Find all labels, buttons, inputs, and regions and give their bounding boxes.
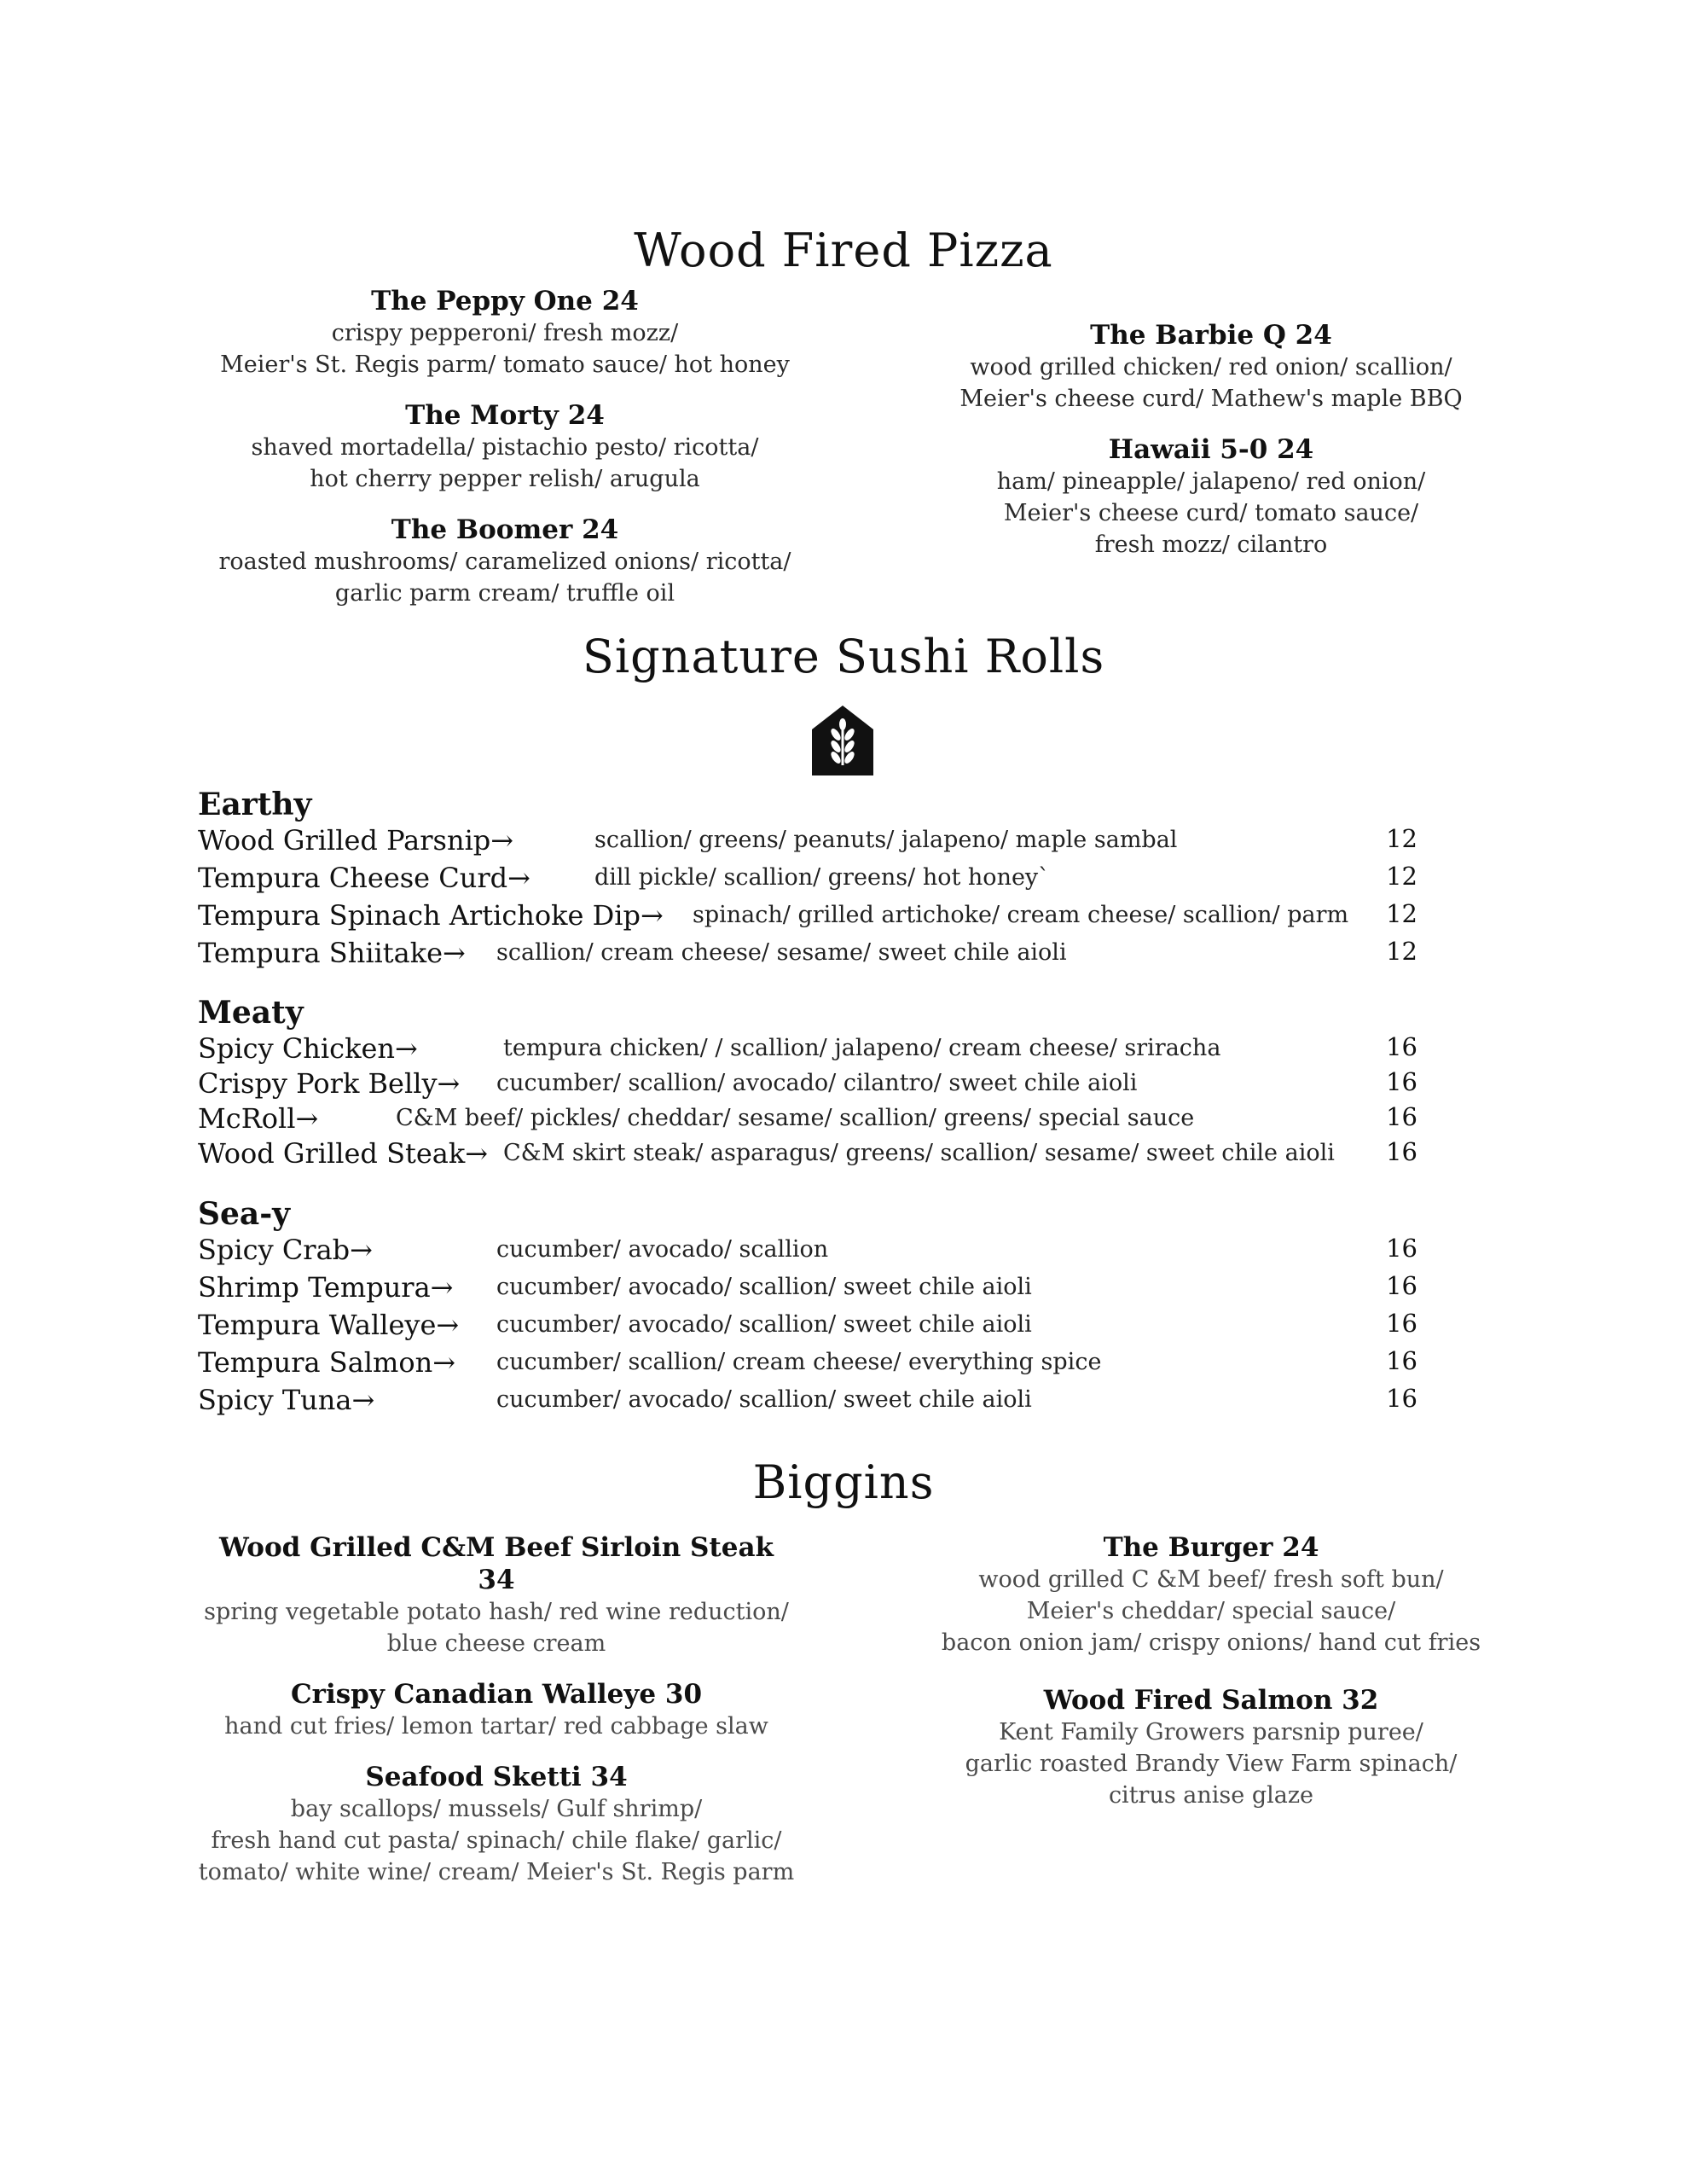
roll-name: Tempura Salmon→ (198, 1346, 456, 1379)
biggins-left-column (198, 1531, 795, 1888)
menu-item (198, 1678, 795, 1742)
roll-ingredients: cucumber/ scallion/ cream cheese/ everything spice (496, 1349, 1102, 1375)
item-desc: Kent Family Growers parsnip puree/ (999, 1719, 1423, 1745)
roll-price: 16 (1386, 1102, 1417, 1131)
item-desc: bacon onion jam/ crispy onions/ hand cut fries (941, 1629, 1481, 1656)
category-sea-y: Sea-y (198, 1196, 291, 1232)
roll-ingredients: cucumber/ avocado/ scallion (496, 1236, 829, 1263)
roll-price: 16 (1386, 1234, 1417, 1263)
pizza-left-column (198, 285, 812, 609)
item-desc: fresh mozz/ cilantro (1094, 531, 1328, 558)
menu-item (904, 319, 1518, 415)
roll-row (198, 1271, 1417, 1309)
item-desc: hand cut fries/ lemon tartar/ red cabbage slaw (224, 1713, 768, 1740)
roll-name: Wood Grilled Parsnip→ (198, 824, 514, 857)
roll-ingredients: C&M beef/ pickles/ cheddar/ sesame/ scallion/ greens/ special sauce (396, 1105, 1195, 1131)
roll-row (198, 1067, 1417, 1105)
roll-ingredients: scallion/ greens/ peanuts/ jalapeno/ maple sambal (594, 827, 1178, 853)
roll-ingredients: tempura chicken/ / scallion/ jalapeno/ cream cheese/ sriracha (503, 1035, 1221, 1061)
roll-price: 12 (1386, 937, 1417, 966)
item-desc: citrus anise glaze (1108, 1782, 1314, 1809)
roll-ingredients: cucumber/ avocado/ scallion/ sweet chile aioli (496, 1274, 1032, 1300)
roll-name: Spicy Chicken→ (198, 1032, 418, 1065)
biggins-section-title: Biggins (752, 1455, 935, 1509)
menu-item (198, 285, 812, 380)
menu-item (198, 514, 812, 609)
roll-price: 16 (1386, 1137, 1417, 1166)
roll-price: 16 (1386, 1067, 1417, 1096)
item-name: Hawaii 5-0 24 (1108, 434, 1314, 465)
roll-price: 16 (1386, 1309, 1417, 1338)
roll-price: 12 (1386, 862, 1417, 891)
roll-ingredients: cucumber/ avocado/ scallion/ sweet chile aioli (496, 1311, 1032, 1338)
roll-ingredients: C&M skirt steak/ asparagus/ greens/ scallion/ sesame/ sweet chile aioli (503, 1140, 1335, 1166)
item-desc: tomato/ white wine/ cream/ Meier's St. Regis parm (198, 1859, 795, 1885)
roll-price: 12 (1386, 824, 1417, 853)
item-name: The Peppy One 24 (371, 286, 639, 317)
menu-item (198, 1761, 795, 1888)
pizza-section-title: Wood Fired Pizza (634, 224, 1053, 277)
item-desc: spring vegetable potato hash/ red wine reduction/ (204, 1599, 789, 1625)
item-name: The Burger 24 (1103, 1532, 1319, 1563)
roll-row (198, 1137, 1417, 1175)
roll-name: Tempura Spinach Artichoke Dip→ (198, 899, 664, 932)
sushi-section-title: Signature Sushi Rolls (582, 630, 1105, 683)
item-name: Crispy Canadian Walleye 30 (290, 1679, 703, 1710)
roll-price: 16 (1386, 1271, 1417, 1300)
item-desc: bay scallops/ mussels/ Gulf shrimp/ (290, 1796, 703, 1822)
item-name: The Morty 24 (405, 400, 605, 431)
roll-name: Spicy Crab→ (198, 1234, 373, 1266)
item-desc: garlic roasted Brandy View Farm spinach/ (965, 1751, 1458, 1777)
roll-name: Shrimp Tempura→ (198, 1271, 454, 1304)
menu-item (198, 399, 812, 495)
category-earthy: Earthy (198, 787, 312, 822)
roll-row (198, 1309, 1417, 1346)
roll-ingredients: cucumber/ scallion/ avocado/ cilantro/ sweet chile aioli (496, 1070, 1138, 1096)
roll-row (198, 937, 1417, 974)
roll-name: Crispy Pork Belly→ (198, 1067, 461, 1100)
menu-item (198, 1531, 795, 1659)
roll-row (198, 1384, 1417, 1421)
roll-price: 16 (1386, 1384, 1417, 1413)
item-desc: ham/ pineapple/ jalapeno/ red onion/ (996, 468, 1426, 495)
roll-name: Spicy Tuna→ (198, 1384, 375, 1416)
item-name: The Boomer 24 (391, 514, 619, 545)
item-desc: roasted mushrooms/ caramelized onions/ ricotta/ (218, 549, 791, 575)
item-desc: crispy pepperoni/ fresh mozz/ (331, 320, 679, 346)
item-desc: Meier's St. Regis parm/ tomato sauce/ hot honey (220, 351, 790, 378)
item-name: Wood Fired Salmon 32 (1043, 1685, 1379, 1716)
item-desc: Meier's cheese curd/ Mathew's maple BBQ (959, 386, 1463, 412)
roll-price: 12 (1386, 899, 1417, 928)
category-meaty: Meaty (198, 995, 304, 1031)
item-name: The Barbie Q 24 (1090, 320, 1332, 351)
roll-ingredients: spinach/ grilled artichoke/ cream cheese/ scallion/ parm (693, 902, 1349, 928)
roll-row (198, 1102, 1417, 1140)
roll-ingredients: dill pickle/ scallion/ greens/ hot honey` (594, 864, 1050, 891)
roll-price: 16 (1386, 1346, 1417, 1375)
pizza-right-column (904, 319, 1518, 561)
roll-name: Wood Grilled Steak→ (198, 1137, 489, 1170)
roll-ingredients: scallion/ cream cheese/ sesame/ sweet chile aioli (496, 939, 1067, 966)
menu-item (904, 1531, 1518, 1658)
menu-item (904, 1684, 1518, 1811)
menu-item (904, 433, 1518, 561)
roll-name: McRoll→ (198, 1102, 319, 1135)
roll-row (198, 862, 1417, 899)
roll-name: Tempura Shiitake→ (198, 937, 466, 969)
item-name: Seafood Sketti 34 (365, 1762, 628, 1792)
item-desc: wood grilled chicken/ red onion/ scallion/ (970, 354, 1452, 380)
item-desc: blue cheese cream (386, 1630, 606, 1657)
item-name: Wood Grilled C&M Beef Sirloin Steak 34 (218, 1532, 774, 1595)
item-desc: wood grilled C &M beef/ fresh soft bun/ (978, 1566, 1444, 1593)
roll-ingredients: cucumber/ avocado/ scallion/ sweet chile aioli (496, 1386, 1032, 1413)
roll-name: Tempura Cheese Curd→ (198, 862, 530, 894)
item-desc: Meier's cheese curd/ tomato sauce/ (1003, 500, 1419, 526)
roll-row (198, 1032, 1417, 1070)
roll-row (198, 899, 1417, 937)
roll-row (198, 1234, 1417, 1271)
roll-price: 16 (1386, 1032, 1417, 1061)
biggins-right-column (904, 1531, 1518, 1811)
item-desc: hot cherry pepper relish/ arugula (310, 466, 700, 492)
item-desc: Meier's cheddar/ special sauce/ (1026, 1598, 1396, 1624)
item-desc: garlic parm cream/ truffle oil (334, 580, 675, 607)
roll-name: Tempura Walleye→ (198, 1309, 460, 1341)
roll-row (198, 1346, 1417, 1384)
item-desc: fresh hand cut pasta/ spinach/ chile flake/ garlic/ (211, 1827, 782, 1854)
item-desc: shaved mortadella/ pistachio pesto/ ricotta/ (251, 434, 759, 461)
roll-row (198, 824, 1417, 862)
wheat-house-icon (810, 704, 875, 777)
